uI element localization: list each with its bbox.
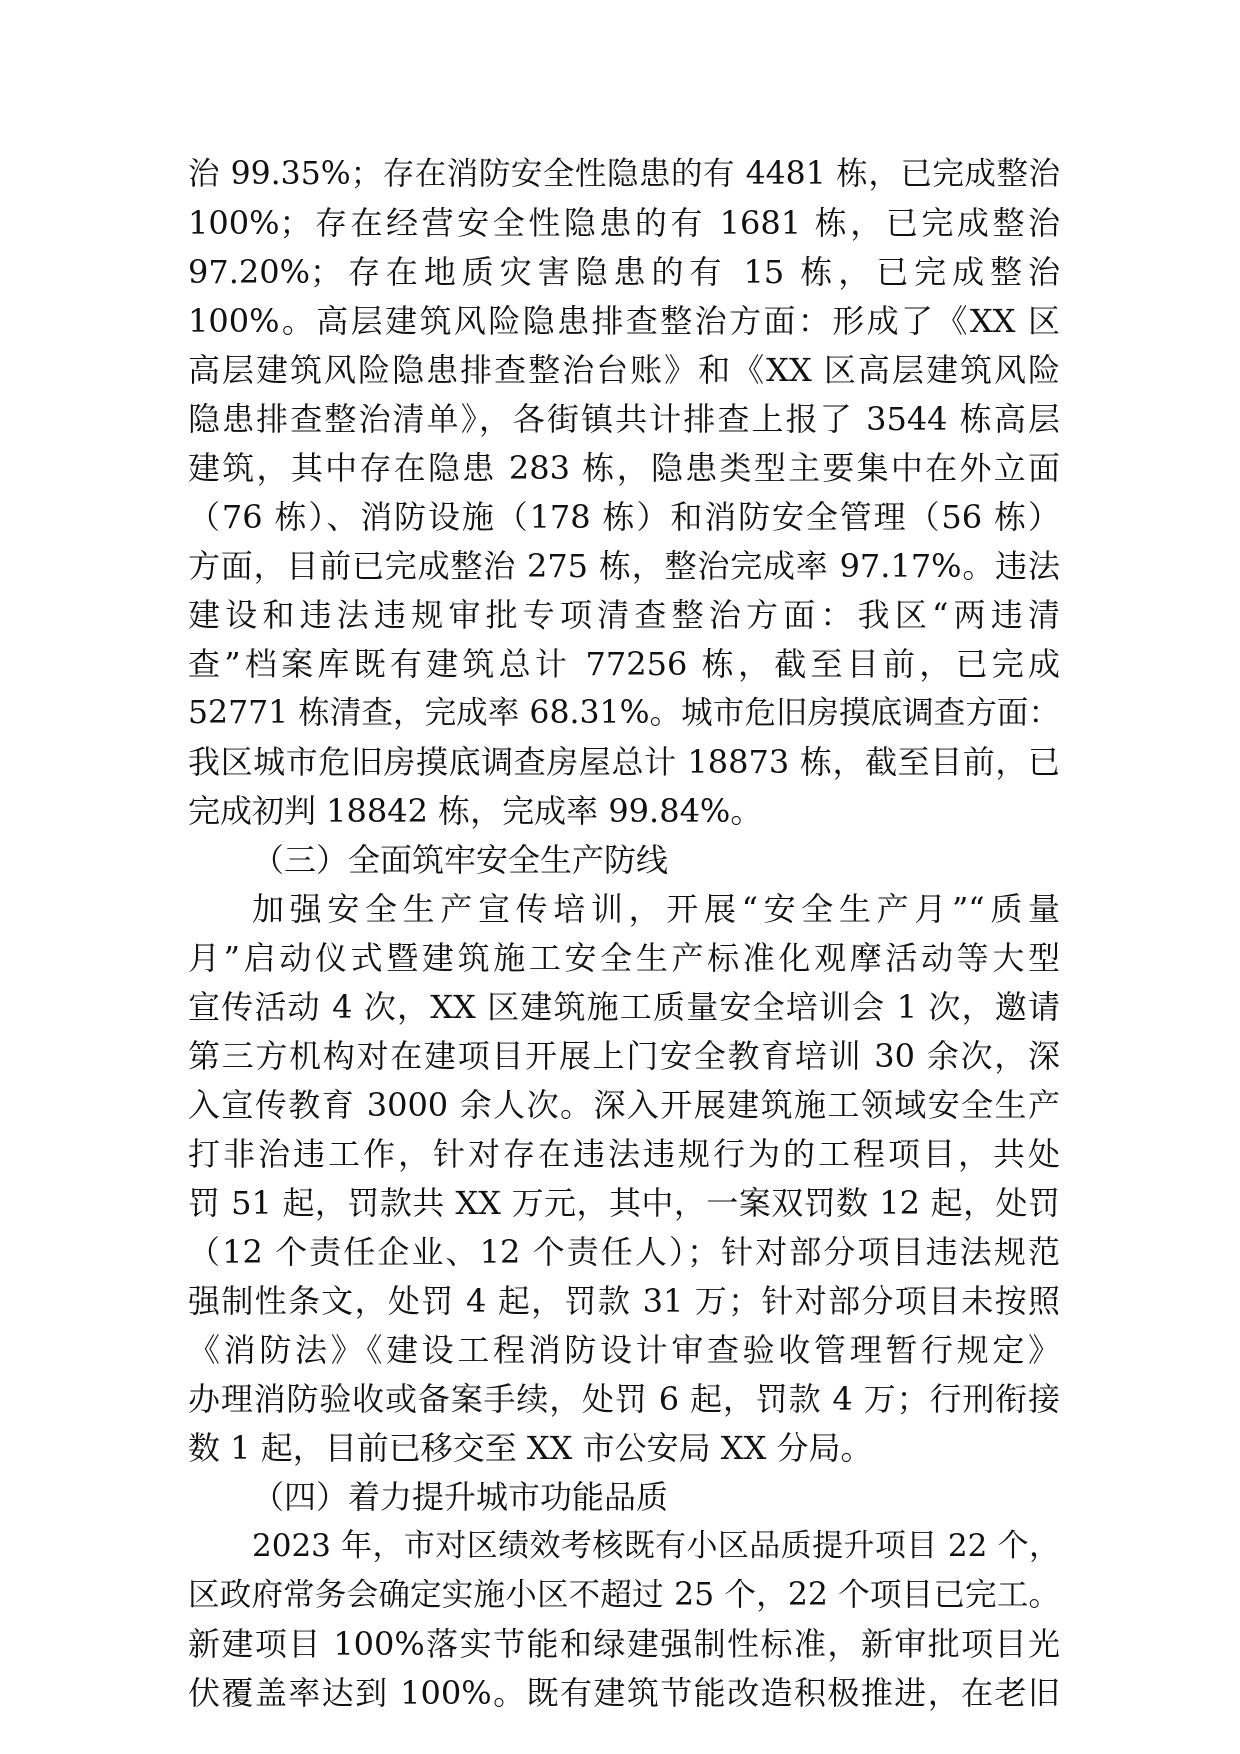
body-line-2: 100%；存在经营安全性隐患的有 1681 栋，已完成整治 (188, 204, 1060, 242)
paragraph-first-line-2: 2023 年，市对区绩效考核既有小区品质提升项目 22 个， (252, 1528, 1060, 1564)
body-line-25: 《消防法》《建设工程消防设计审查验收管理暂行规定》 (188, 1331, 1060, 1369)
body-line-26: 办理消防验收或备案手续，处罚 6 起，罚款 4 万；行刑衔接 (188, 1380, 1060, 1418)
body-line-10: 建设和违法违规审批专项清查整治方面：我区“两违清 (188, 596, 1060, 634)
body-line-19: 第三方机构对在建项目开展上门安全教育培训 30 余次，深 (188, 1037, 1060, 1075)
body-line-30: 区政府常务会确定实施小区不超过 25 个，22 个项目已完工。 (188, 1577, 1060, 1613)
body-line-31: 新建项目 100%落实节能和绿建强制性标准，新审批项目光 (188, 1625, 1060, 1663)
body-line-23: （12 个责任企业、12 个责任人）；针对部分项目违法规范 (188, 1233, 1060, 1271)
body-line-8: （76 栋）、消防设施（178 栋）和消防安全管理（56 栋） (188, 498, 1060, 536)
section-heading-3: （三）全面筑牢安全生产防线 (252, 841, 669, 879)
body-line-27: 数 1 起，目前已移交至 XX 市公安局 XX 分局。 (188, 1429, 873, 1467)
body-line-21: 打非治违工作，针对存在违法违规行为的工程项目，共处 (188, 1135, 1060, 1173)
body-line-20: 入宣传教育 3000 余人次。深入开展建筑施工领域安全生产 (188, 1086, 1060, 1124)
body-line-24: 强制性条文，处罚 4 起，罚款 31 万；针对部分项目未按照 (188, 1282, 1060, 1320)
body-line-1: 治 99.35%；存在消防安全性隐患的有 4481 栋，已完成整治 (188, 156, 1060, 192)
body-line-17: 月”启动仪式暨建筑施工安全生产标准化观摩活动等大型 (188, 939, 1060, 977)
body-line-22: 罚 51 起，罚款共 XX 万元，其中，一案双罚数 12 起，处罚 (188, 1184, 1060, 1222)
body-line-6: 隐患排查整治清单》，各街镇共计排查上报了 3544 栋高层 (188, 400, 1060, 438)
body-line-11: 查”档案库既有建筑总计 77256 栋，截至目前，已完成 (188, 645, 1060, 683)
body-line-5: 高层建筑风险隐患排查整治台账》和《XX 区高层建筑风险 (188, 351, 1060, 389)
body-line-13: 我区城市危旧房摸底调查房屋总计 18873 栋，截至目前，已 (188, 743, 1060, 781)
body-line-7: 建筑，其中存在隐患 283 栋，隐患类型主要集中在外立面 (188, 449, 1060, 487)
body-line-4: 100%。高层建筑风险隐患排查整治方面：形成了《XX 区 (188, 302, 1060, 340)
body-line-3: 97.20%；存在地质灾害隐患的有 15 栋，已完成整治 (188, 253, 1060, 291)
document-body (188, 150, 1060, 1718)
body-line-14: 完成初判 18842 栋，完成率 99.84%。 (188, 792, 763, 830)
body-line-12: 52771 栋清查，完成率 68.31%。城市危旧房摸底调查方面： (188, 695, 1060, 731)
body-line-9: 方面，目前已完成整治 275 栋，整治完成率 97.17%。违法 (188, 547, 1060, 585)
section-heading-4: （四）着力提升城市功能品质 (252, 1478, 669, 1516)
paragraph-first-line: 加强安全生产宣传培训，开展“安全生产月”“质量 (252, 890, 1060, 928)
body-line-32: 伏覆盖率达到 100%。既有建筑节能改造积极推进，在老旧 (188, 1674, 1060, 1712)
body-line-18: 宣传活动 4 次，XX 区建筑施工质量安全培训会 1 次，邀请 (188, 988, 1060, 1026)
